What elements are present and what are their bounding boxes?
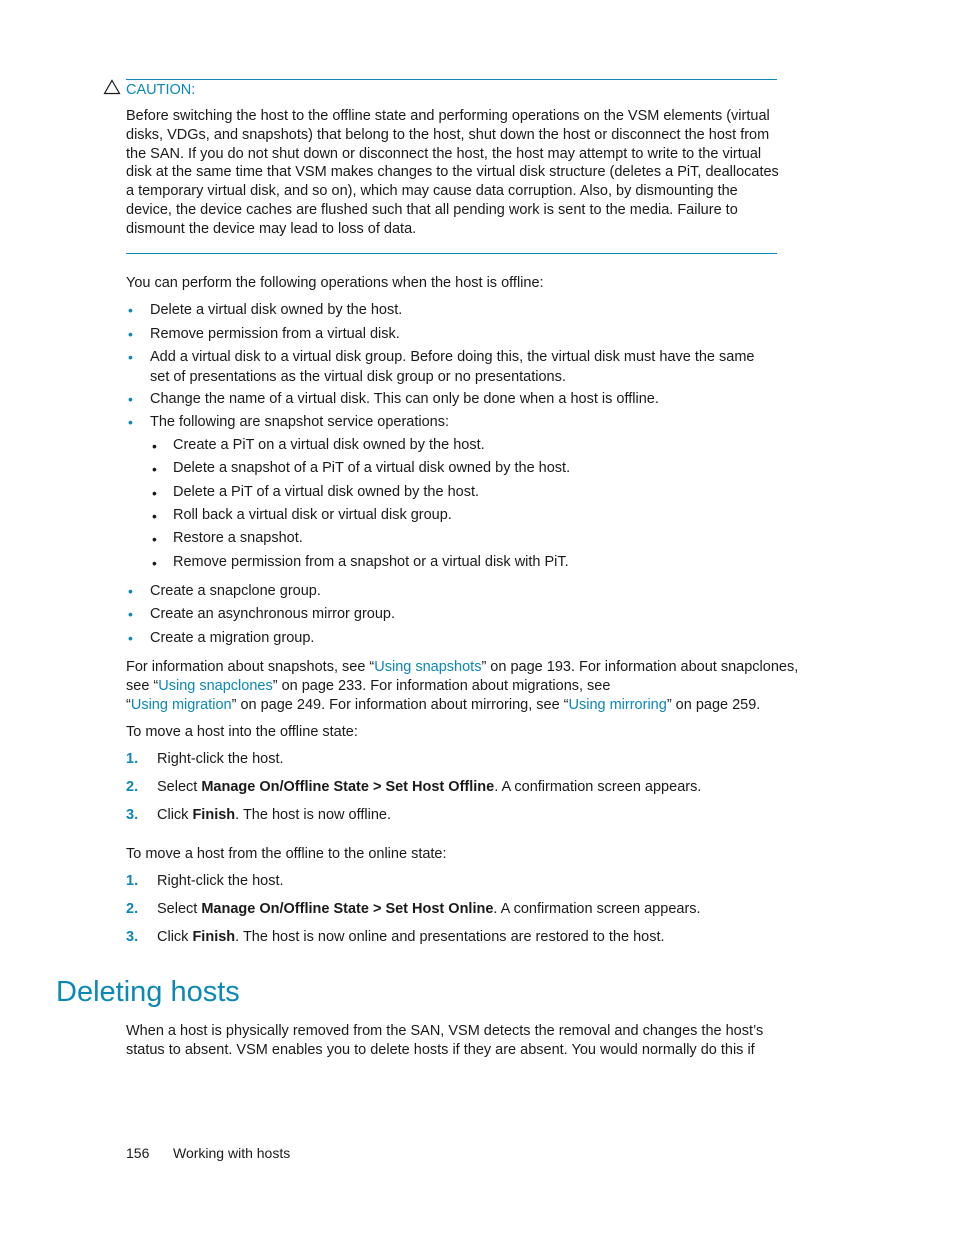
- bullet-marker: •: [128, 391, 133, 407]
- bullet-marker: •: [128, 606, 133, 622]
- sub-list-item: Roll back a virtual disk or virtual disk group.: [173, 507, 452, 523]
- section-body: When a host is physically removed from the SAN, VSM detects the removal and changes the host’s status to absent. VSM enables you to delete hosts if they are absent. You would normally do this if: [126, 1023, 764, 1058]
- offline-procedure-intro: To move a host into the offline state:: [126, 724, 358, 740]
- cross-reference-paragraph: For information about snapshots, see “Using snapshots” on page 193. For information about snapclones, see “Using snapclones” on page 233. For information about migrations, see “Using migration” on page 249. For information about mirroring, see “Using mirroring” on page 259.: [126, 659, 799, 713]
- list-item: Delete a virtual disk owned by the host.: [150, 302, 403, 318]
- warning-triangle-icon: [103, 79, 121, 95]
- sub-bullet-marker: •: [152, 531, 157, 547]
- bullet-marker: •: [128, 326, 133, 342]
- step-number: 3.: [126, 807, 139, 823]
- sub-bullet-marker: •: [152, 461, 157, 477]
- list-item: Add a virtual disk to a virtual disk group. Before doing this, the virtual disk must have the same set of presentations as the virtual disk group or no presentations.: [150, 349, 755, 385]
- online-step-2: Select Manage On/Offline State > Set Host Online. A confirmation screen appears.: [157, 901, 701, 917]
- online-step-3: Click Finish. The host is now online and presentations are restored to the host.: [157, 929, 665, 945]
- online-procedure-intro: To move a host from the offline to the online state:: [126, 846, 447, 862]
- offline-operations-intro: You can perform the following operations when the host is offline:: [126, 275, 544, 291]
- sub-list-item: Restore a snapshot.: [173, 530, 303, 546]
- sub-bullet-marker: •: [152, 485, 157, 501]
- online-step-1: Right-click the host.: [157, 873, 284, 889]
- sub-bullet-marker: •: [152, 555, 157, 571]
- sub-list-item: Delete a snapshot of a PiT of a virtual disk owned by the host.: [173, 460, 571, 476]
- offline-step-3: Click Finish. The host is now offline.: [157, 807, 391, 823]
- link-using-snapclones[interactable]: Using snapclones: [158, 677, 273, 694]
- list-item: Create a snapclone group.: [150, 583, 321, 599]
- sub-bullet-marker: •: [152, 508, 157, 524]
- sub-list-item: Delete a PiT of a virtual disk owned by the host.: [173, 484, 480, 500]
- link-using-mirroring[interactable]: Using mirroring: [568, 696, 667, 713]
- sub-list-item: Create a PiT on a virtual disk owned by the host.: [173, 437, 485, 453]
- bullet-marker: •: [128, 630, 133, 646]
- step-number: 2.: [126, 779, 139, 795]
- caution-label: CAUTION:: [126, 82, 196, 98]
- link-using-snapshots[interactable]: Using snapshots: [374, 659, 482, 675]
- footer-chapter-title: Working with hosts: [173, 1145, 291, 1161]
- section-heading: Deleting hosts: [56, 976, 240, 1008]
- caution-text: Before switching the host to the offline state and performing operations on the VSM elements (virtual disks, VDGs, and snapshots) that belong to the host, shut down the host or disconnect the host from the SAN. If you do not shut down or disconnect the host, the host may attempt to write to the virtual disk at the same time that VSM makes changes to the virtual disk structure (deletes a PiT, deallocates a temporary virtual disk, and so on), which may cause data corruption. Also, by dismounting the device, the device caches are flushed such that all pending work is sent to the media. Failure to dismount the device may lead to loss of data.: [126, 108, 779, 237]
- bullet-marker: •: [128, 349, 133, 365]
- step-number: 1.: [126, 873, 139, 889]
- list-item: Create an asynchronous mirror group.: [150, 606, 396, 622]
- caution-top-rule: [126, 79, 777, 80]
- link-using-migration[interactable]: Using migration: [130, 696, 232, 713]
- list-item: The following are snapshot service operations:: [150, 414, 450, 430]
- bullet-marker: •: [128, 583, 133, 599]
- list-item: Change the name of a virtual disk. This can only be done when a host is offline.: [150, 391, 659, 407]
- bullet-marker: •: [128, 414, 133, 430]
- sub-list-item: Remove permission from a snapshot or a virtual disk with PiT.: [173, 554, 569, 570]
- offline-step-2: Select Manage On/Offline State > Set Host Offline. A confirmation screen appears.: [157, 779, 702, 795]
- caution-bottom-rule: [126, 253, 777, 254]
- step-number: 2.: [126, 901, 139, 917]
- list-item: Create a migration group.: [150, 630, 315, 646]
- step-number: 1.: [126, 751, 139, 767]
- list-item: Remove permission from a virtual disk.: [150, 326, 400, 342]
- page-number: 156: [126, 1145, 150, 1161]
- sub-bullet-marker: •: [152, 438, 157, 454]
- offline-step-1: Right-click the host.: [157, 751, 284, 767]
- step-number: 3.: [126, 929, 139, 945]
- bullet-marker: •: [128, 302, 133, 318]
